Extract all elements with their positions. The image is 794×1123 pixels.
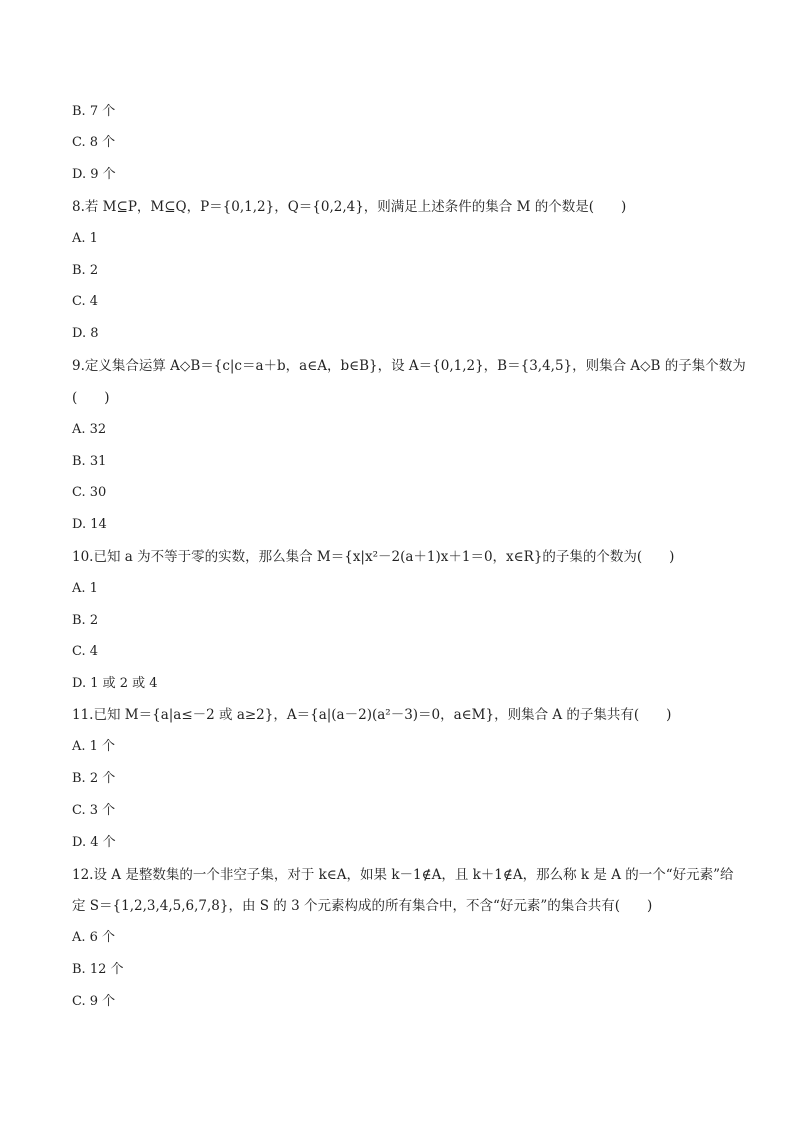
q10-option-a: A. 1 <box>72 581 98 596</box>
question-10-text: 已知 a 为不等于零的实数，那么集合 M＝{x|x²－2(a＋1)x＋1＝0，x∈R}的子集的个数为( ) <box>93 549 675 565</box>
question-11-text: 已知 M＝{a|a≤－2 或 a≥2}，A＝{a|(a－2)(a²－3)＝0，a∈M}，则集合 A 的子集共有( ) <box>93 707 672 723</box>
q8-option-b: B. 2 <box>72 263 99 278</box>
question-10-number: 10. <box>72 549 94 565</box>
q10-option-d: D. 1 或 2 或 4 <box>72 676 158 691</box>
q9-option-c: C. 30 <box>72 485 107 500</box>
question-8-text: 若 M⊆P，M⊆Q，P＝{0,1,2}，Q＝{0,2,4}，则满足上述条件的集合 M 的个数是( ) <box>84 199 627 215</box>
q11-option-d: D. 4 个 <box>72 835 116 850</box>
question-9-text-line1: 定义集合运算 A◇B＝{c|c＝a＋b，a∈A，b∈B}，设 A＝{0,1,2}，B＝{3,4,5}，则集合 A◇B 的子集个数为 <box>84 358 746 374</box>
q12-option-a: A. 6 个 <box>72 930 116 945</box>
option-d-prev: D. 9 个 <box>72 167 116 182</box>
question-10-stem <box>72 548 674 566</box>
q9-option-d: D. 14 <box>72 517 107 532</box>
question-9-stem <box>72 357 746 375</box>
q8-option-c: C. 4 <box>72 294 99 309</box>
question-11-number: 11. <box>72 707 94 723</box>
q8-option-d: D. 8 <box>72 326 99 341</box>
question-8-stem <box>72 198 626 216</box>
q11-option-c: C. 3 个 <box>72 803 116 818</box>
q10-option-c: C. 4 <box>72 644 99 659</box>
q9-option-a: A. 32 <box>72 422 107 437</box>
question-9-text-line2: ( ) <box>72 390 110 406</box>
question-12-text-line1: 设 A 是整数集的一个非空子集，对于 k∈A，如果 k－1∉A，且 k＋1∉A，那么称 k 是 A 的一个“好元素”给 <box>93 867 734 883</box>
q11-option-b: B. 2 个 <box>72 771 116 786</box>
question-12-number: 12. <box>72 867 94 883</box>
question-12-text-line2: 定 S＝{1,2,3,4,5,6,7,8}，由 S 的 3 个元素构成的所有集合中，不含“好元素”的集合共有( ) <box>72 898 653 914</box>
q12-option-c: C. 9 个 <box>72 994 116 1009</box>
q11-option-a: A. 1 个 <box>72 739 116 754</box>
q12-option-b: B. 12 个 <box>72 962 124 977</box>
option-b-prev: B. 7 个 <box>72 104 116 119</box>
question-8-number: 8. <box>72 199 85 215</box>
question-11-stem <box>72 706 671 724</box>
question-9-number: 9. <box>72 358 85 374</box>
q9-option-b: B. 31 <box>72 454 107 469</box>
q8-option-a: A. 1 <box>72 231 98 246</box>
question-12-stem <box>72 866 734 884</box>
option-c-prev: C. 8 个 <box>72 135 116 150</box>
q10-option-b: B. 2 <box>72 613 99 628</box>
